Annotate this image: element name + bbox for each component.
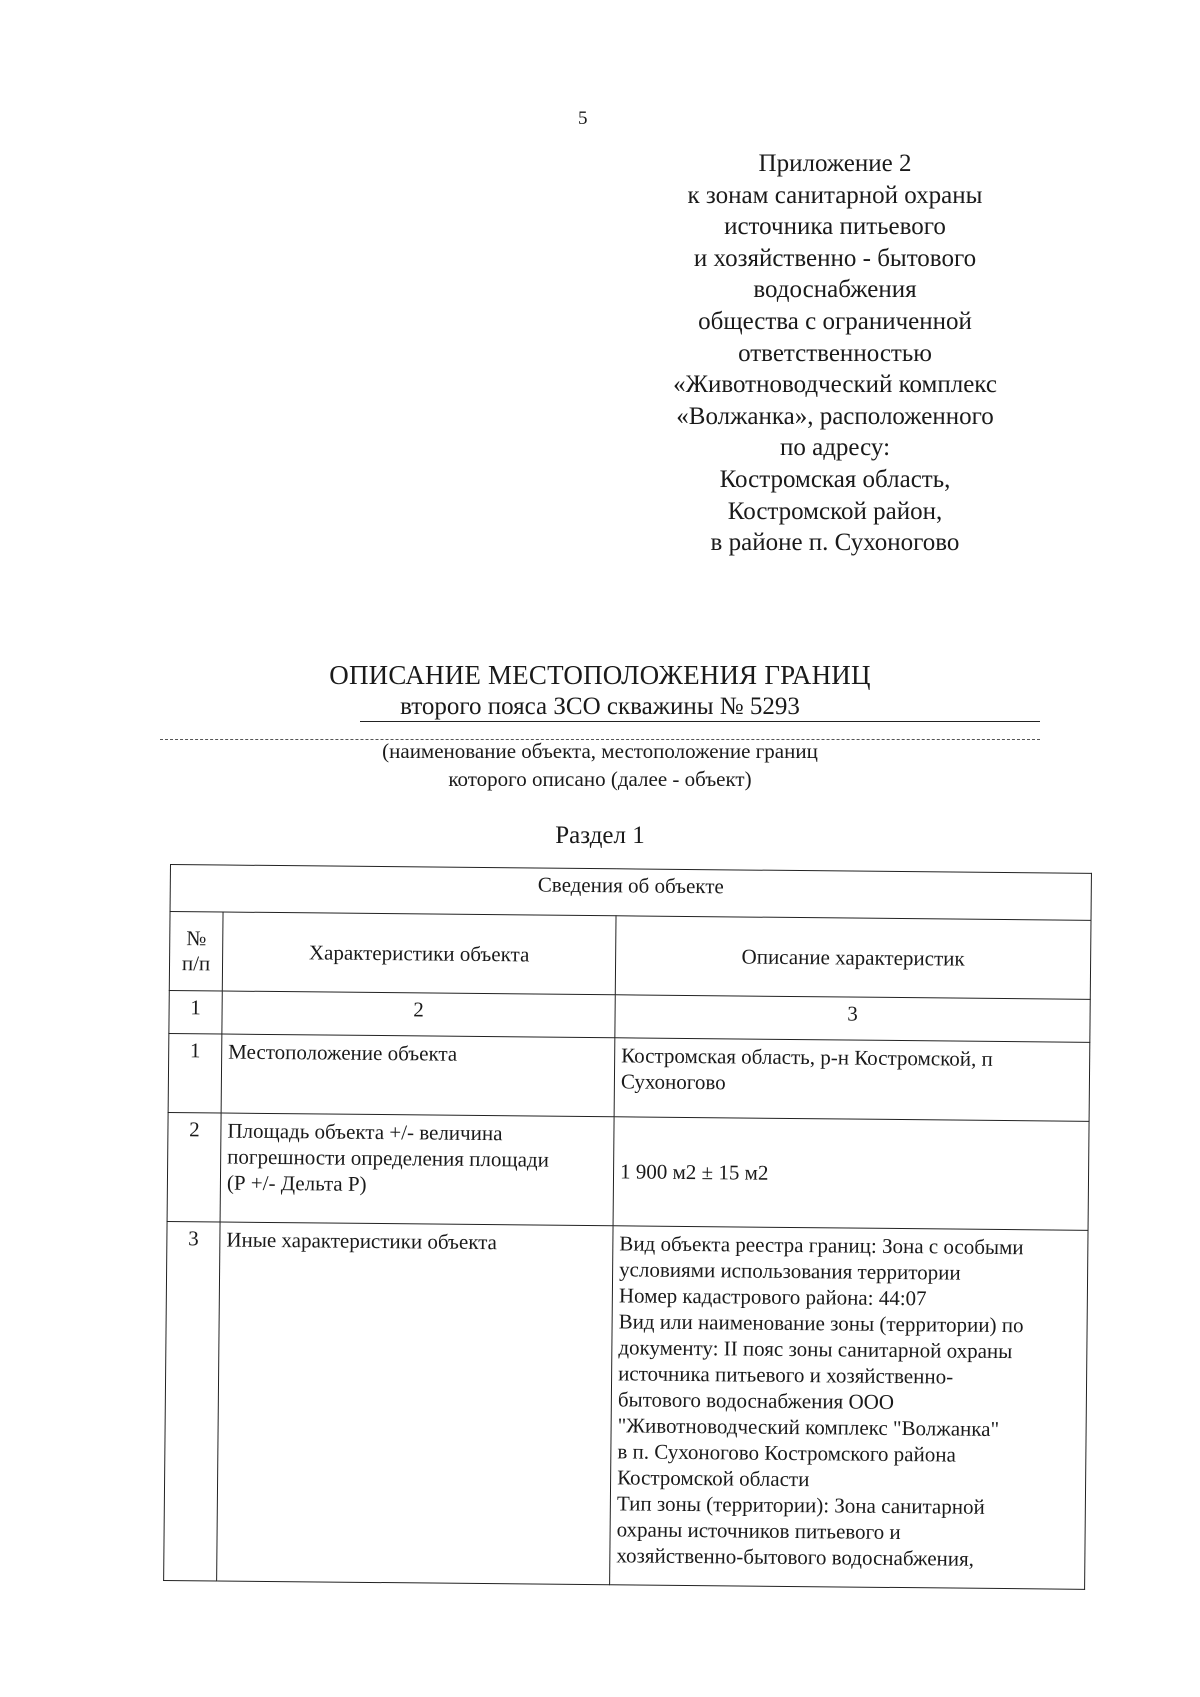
appendix-line: «Волжанка», расположенного [676, 402, 994, 430]
column-index: 3 [615, 995, 1090, 1043]
table-caption: Сведения об объекте [170, 865, 1091, 921]
cell-line: (Р +/- Дельта Р) [226, 1170, 367, 1196]
appendix-line: и хозяйственно - бытового [693, 244, 977, 272]
row-characteristic [221, 1034, 615, 1117]
header-num: № п/п [169, 912, 223, 992]
appendix-line: водоснабжения [753, 276, 917, 304]
section-heading: Раздел 1 [555, 822, 645, 849]
appendix-line: Костромской район, [727, 497, 943, 525]
cell-line: погрешности определения площади [227, 1144, 549, 1172]
cell-line: Местоположение объекта [228, 1039, 458, 1066]
header-description: Описание характеристик [615, 916, 1091, 1000]
cell-line: бытового водоснабжения ООО [617, 1387, 895, 1414]
cell-line: "Животноводческий комплекс "Волжанка" [617, 1413, 1000, 1441]
cell-line: источника питьевого и хозяйственно- [618, 1361, 954, 1389]
subtitle-underline [360, 721, 1040, 722]
cell-line: Тип зоны (территории): Зона санитарной [616, 1491, 985, 1519]
appendix-line: источника питьевого [724, 213, 946, 241]
column-index: 2 [222, 991, 615, 1038]
cell-line: Вид или наименование зоны (территории) по [618, 1309, 1024, 1338]
appendix-line: к зонам санитарной охраны [687, 181, 983, 209]
cell-line: Площадь объекта +/- величина [227, 1118, 503, 1146]
cell-line: в п. Сухоногово Костромского района [617, 1439, 956, 1467]
table-row [164, 1221, 1088, 1589]
appendix-block [600, 148, 1070, 559]
appendix-line: Приложение 2 [758, 150, 912, 177]
row-number: 2 [167, 1112, 221, 1222]
document-subtitle: второго пояса ЗСО скважины № 5293 [400, 693, 800, 720]
caption-line: которого описано (далее - объект) [448, 767, 752, 791]
appendix-line: в районе п. Сухоногово [710, 529, 960, 557]
cell-line: Костромской области [617, 1465, 810, 1492]
object-caption [320, 737, 880, 793]
header-characteristic: Характеристики объекта [222, 912, 616, 995]
cell-line: условиями использования территории [619, 1257, 961, 1285]
row-description [610, 1226, 1088, 1590]
cell-line: Вид объекта реестра границ: Зона с особыми [619, 1231, 1024, 1260]
row-description [614, 1038, 1090, 1122]
appendix-line: ответственностью [738, 339, 932, 367]
column-index: 1 [169, 990, 222, 1034]
object-info-table [163, 864, 1092, 1590]
cell-line: 1 900 м2 ± 15 м2 [619, 1159, 769, 1185]
row-characteristic [220, 1113, 614, 1226]
cell-line: хозяйственно-бытового водоснабжения, [616, 1543, 975, 1571]
appendix-line: по адресу: [779, 434, 891, 462]
cell-line: документу: II пояс зоны санитарной охраны [618, 1335, 1013, 1364]
appendix-line: «Животноводческий комплекс [673, 371, 997, 399]
row-number: 3 [164, 1221, 220, 1580]
row-number: 1 [168, 1033, 222, 1113]
appendix-line: Костромская область, [719, 465, 951, 493]
table-row [167, 1112, 1089, 1230]
page-number: 5 [578, 108, 588, 129]
caption-line: (наименование объекта, местоположение границ [382, 739, 818, 763]
cell-line: Иные характеристики объекта [226, 1227, 498, 1255]
cell-line: Костромская область, р-н Костромской, п [621, 1043, 993, 1071]
table-row [168, 1033, 1090, 1121]
appendix-line: общества с ограниченной [698, 307, 972, 335]
cell-line: охраны источников питьевого и [616, 1517, 901, 1545]
document-title: ОПИСАНИЕ МЕСТОПОЛОЖЕНИЯ ГРАНИЦ [329, 660, 871, 690]
cell-line: Номер кадастрового района: 44:07 [618, 1283, 927, 1311]
row-description [613, 1117, 1089, 1231]
cell-line: Сухоногово [620, 1069, 726, 1095]
row-characteristic [217, 1222, 613, 1585]
